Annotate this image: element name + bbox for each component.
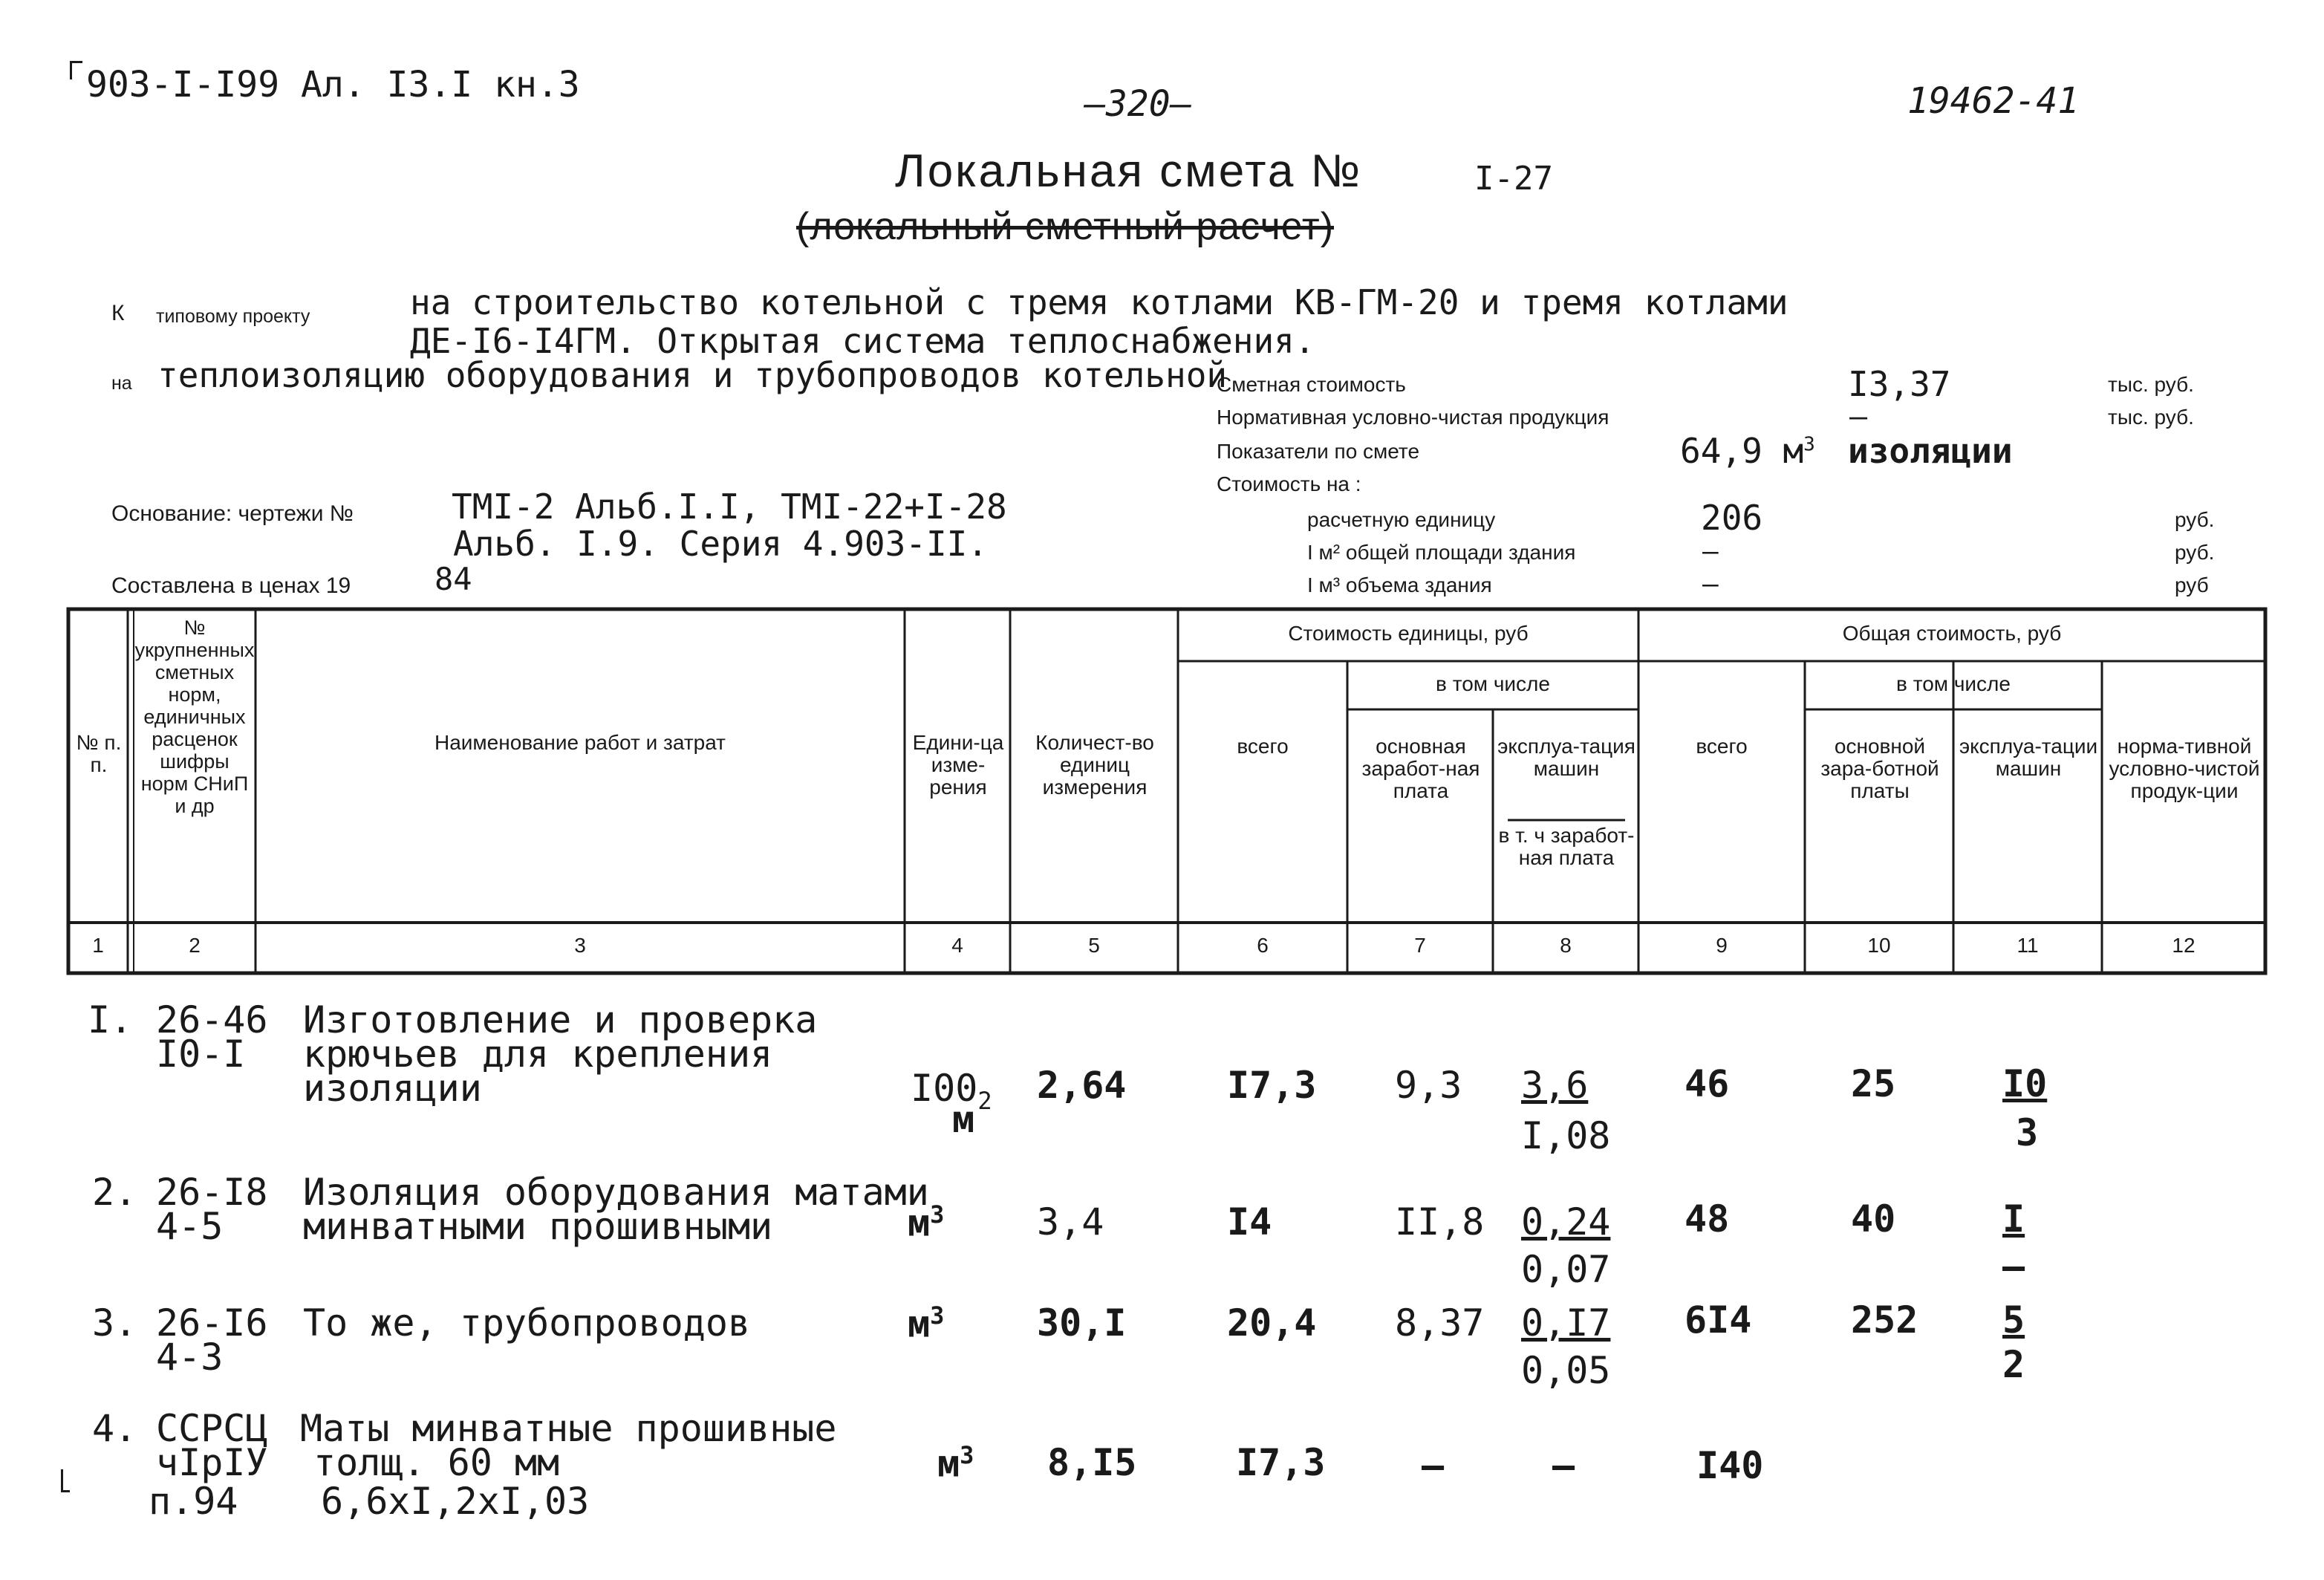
osnovanie-line-2: Альб. I.9. Серия 4.903-II.	[453, 524, 989, 564]
col-num-12: 12	[2172, 934, 2196, 957]
row-sum-wage: 25	[1851, 1062, 1896, 1105]
sostavlena-label: Составлена в ценах 19	[111, 573, 351, 598]
margin-tick-foot	[61, 1490, 70, 1492]
header-col-1: № п. п.	[76, 731, 122, 776]
row-name-2: крючьев для крепления	[303, 1033, 773, 1076]
page-number: —320—	[1084, 83, 1192, 125]
row-code-2: 4-3	[156, 1336, 224, 1379]
row-unit	[908, 1301, 944, 1346]
cost-unit: тыс. руб.	[2108, 373, 2194, 396]
header-col-3: Наименование работ и затрат	[434, 731, 726, 754]
project-line-2: ДЕ-I6-I4ГМ. Открытая система теплоснабжения.	[410, 321, 1315, 361]
row-name-2: минватными прошивными	[303, 1205, 773, 1248]
row-unit-text: I00	[911, 1067, 978, 1110]
row-sum-total: 46	[1685, 1062, 1730, 1105]
row-code: 26-46	[156, 998, 268, 1041]
header-col-9: всего	[1696, 735, 1748, 758]
row-sum-machines: I0	[2002, 1062, 2048, 1105]
row-code-2: I0-I	[156, 1033, 246, 1076]
indicators-value-text: 64,9 м	[1680, 431, 1804, 471]
header-col-7: основная заработ-ная плата	[1361, 735, 1480, 802]
indicators-unit: изоляции	[1848, 431, 2013, 471]
header-col-2: № укрупненных сметных норм, единичных расценок шифры норм СНиП и др	[134, 617, 255, 817]
calc-unit-label: расчетную единицу	[1307, 508, 1496, 531]
row-unit-wage: –	[1422, 1444, 1445, 1487]
document-code: 903-I-I99 Ал. I3.I кн.3	[86, 64, 580, 105]
row-number: 4.	[92, 1407, 137, 1450]
row-unit-2: м	[952, 1098, 975, 1141]
row-sum-machine-wage: 2	[2002, 1343, 2025, 1386]
row-unit-sup: 3	[930, 1200, 945, 1229]
col-num-11: 11	[2017, 934, 2039, 957]
row-unit-wage: II,8	[1395, 1200, 1485, 1243]
col-num-10: 10	[1867, 934, 1891, 957]
col-num-8: 8	[1560, 934, 1572, 957]
norm-value: –	[1849, 400, 1868, 434]
col-num-6: 6	[1257, 934, 1269, 957]
document-title: Локальная смета №	[895, 146, 1363, 197]
row-name-2: толщ. 60 мм	[313, 1441, 560, 1484]
row-code-3: п.94	[149, 1480, 238, 1523]
header-col-8-top: эксплуа-тация машин	[1497, 735, 1635, 780]
sostavlena-year: 84	[434, 561, 472, 597]
header-total-cost: Общая стоимость, руб	[1842, 622, 2062, 645]
calc-unit-value: 206	[1701, 498, 1763, 538]
row-unit-machine-wage: 0,05	[1521, 1349, 1611, 1392]
col-num-3: 3	[574, 934, 586, 957]
row-unit-sup: 3	[960, 1441, 974, 1469]
row-unit-total: I7,3	[1236, 1441, 1326, 1484]
row-sum-wage: 252	[1851, 1298, 1918, 1342]
header-col-10: основной зара-ботной платы	[1820, 735, 1939, 802]
row-code-2: чIрIУ	[156, 1441, 268, 1484]
row-unit-wage: 8,37	[1395, 1301, 1485, 1345]
calc-unit-currency: руб.	[2175, 508, 2215, 531]
col-num-9: 9	[1716, 934, 1728, 957]
row-name-1: Изготовление и проверка	[303, 998, 818, 1041]
row-unit-sup: 3	[930, 1301, 945, 1330]
col-num-2: 2	[189, 934, 201, 957]
header-incl-2: в том числе	[1896, 672, 2011, 695]
project-line-1: на строительство котельной с тремя котлами КВ-ГМ-20 и тремя котлами	[410, 282, 1788, 322]
row-unit	[908, 1200, 944, 1245]
header-unit-cost: Стоимость единицы, руб	[1288, 622, 1529, 645]
row-code: ССРСЦ	[156, 1407, 268, 1450]
row-unit-sub: 2	[977, 1087, 992, 1115]
row-name-1: Маты минватные прошивные	[300, 1407, 837, 1450]
header-col-6: всего	[1237, 735, 1289, 758]
row-unit-total: 20,4	[1227, 1301, 1317, 1345]
row-sum-machines: I	[2002, 1197, 2025, 1241]
na-label: на	[111, 373, 132, 394]
cost-per-label: Стоимость на :	[1217, 472, 1361, 495]
row-unit-wage: 9,3	[1395, 1064, 1462, 1107]
indicators-value-sup: 3	[1803, 433, 1815, 456]
header-col-5: Количест-во единиц измерения	[1035, 731, 1154, 799]
document-subtitle-struck: (локальный сметный расчет)	[796, 205, 1335, 248]
project-line-3: теплоизоляцию оборудования и трубопроводов котельной	[157, 355, 1228, 395]
col-num-7: 7	[1414, 934, 1426, 957]
col-num-1: 1	[92, 934, 104, 957]
norm-label: Нормативная условно-чистая продукция	[1217, 406, 1609, 429]
row-sum-wage: 40	[1851, 1197, 1896, 1241]
row-unit-text: м	[937, 1442, 960, 1486]
area-value: –	[1702, 536, 1719, 567]
osnovanie-label: Основание: чертежи №	[111, 501, 354, 526]
header-col-11: эксплуа-тации машин	[1959, 735, 2098, 780]
row-unit-text: м	[908, 1201, 931, 1245]
row-quantity: 8,I5	[1047, 1441, 1137, 1484]
header-col-4: Едини-ца изме-рения	[912, 731, 1004, 799]
row-sum-total: I40	[1696, 1444, 1764, 1487]
area-label: I м² общей площади здания	[1307, 541, 1576, 564]
row-sum-machine-wage: –	[2002, 1245, 2025, 1288]
header-col-12: норма-тивной условно-чистой продук-ции	[2109, 735, 2260, 802]
row-number: I.	[88, 998, 133, 1041]
row-number: 2.	[92, 1171, 137, 1214]
volume-value: –	[1702, 569, 1719, 599]
row-code-2: 4-5	[156, 1205, 224, 1248]
row-sum-machine-wage: 3	[2016, 1111, 2039, 1154]
row-unit-machines: 0,I7	[1521, 1301, 1611, 1345]
row-sum-total: 6I4	[1685, 1298, 1752, 1342]
row-unit-machine-wage: I,08	[1521, 1114, 1611, 1157]
row-unit-total: I4	[1227, 1200, 1272, 1243]
header-col-8-bottom: в т. ч заработ-ная плата	[1498, 824, 1635, 869]
row-number: 3.	[92, 1301, 137, 1345]
row-unit-text: м	[908, 1302, 931, 1346]
norm-unit: тыс. руб.	[2108, 406, 2194, 429]
row-code: 26-I6	[156, 1301, 268, 1345]
header-incl-1: в том числе	[1436, 672, 1550, 695]
row-name-3: 6,6хI,2хI,03	[321, 1480, 590, 1523]
k-small-label: типовому проекту	[156, 306, 310, 327]
row-name-3: изоляции	[303, 1067, 482, 1110]
row-name-1: Изоляция оборудования матами	[303, 1171, 929, 1214]
document-title-number: I-27	[1474, 160, 1553, 198]
row-code: 26-I8	[156, 1171, 268, 1214]
area-currency: руб.	[2175, 541, 2215, 564]
col-num-4: 4	[951, 934, 963, 957]
volume-currency: руб	[2175, 573, 2209, 596]
volume-label: I м³ объема здания	[1307, 573, 1492, 596]
cost-label: Сметная стоимость	[1217, 373, 1406, 396]
row-quantity: 30,I	[1037, 1301, 1127, 1345]
row-name-1: То же, трубопроводов	[303, 1301, 751, 1345]
row-unit-machines: 3,6	[1521, 1064, 1589, 1107]
osnovanie-line-1: ТМI-2 Альб.I.I, ТМI-22+I-28	[452, 487, 1007, 527]
cost-value: I3,37	[1848, 364, 1951, 404]
row-unit	[937, 1441, 974, 1486]
row-unit-total: I7,3	[1227, 1064, 1317, 1107]
row-unit-machines: 0,24	[1521, 1200, 1611, 1243]
row-sum-total: 48	[1685, 1197, 1730, 1241]
indicators-label: Показатели по смете	[1217, 440, 1420, 463]
col-num-5: 5	[1088, 934, 1100, 957]
row-unit	[911, 1067, 992, 1115]
margin-tick	[61, 1469, 63, 1492]
row-quantity: 2,64	[1037, 1064, 1127, 1107]
row-sum-machines: 5	[2002, 1298, 2025, 1342]
k-label: К	[111, 301, 125, 325]
row-quantity: 3,4	[1037, 1200, 1104, 1243]
row-unit-machine-wage: 0,07	[1521, 1248, 1611, 1291]
row-unit-machines: –	[1552, 1444, 1575, 1487]
stamp-number: 19462-41	[1907, 80, 2080, 122]
